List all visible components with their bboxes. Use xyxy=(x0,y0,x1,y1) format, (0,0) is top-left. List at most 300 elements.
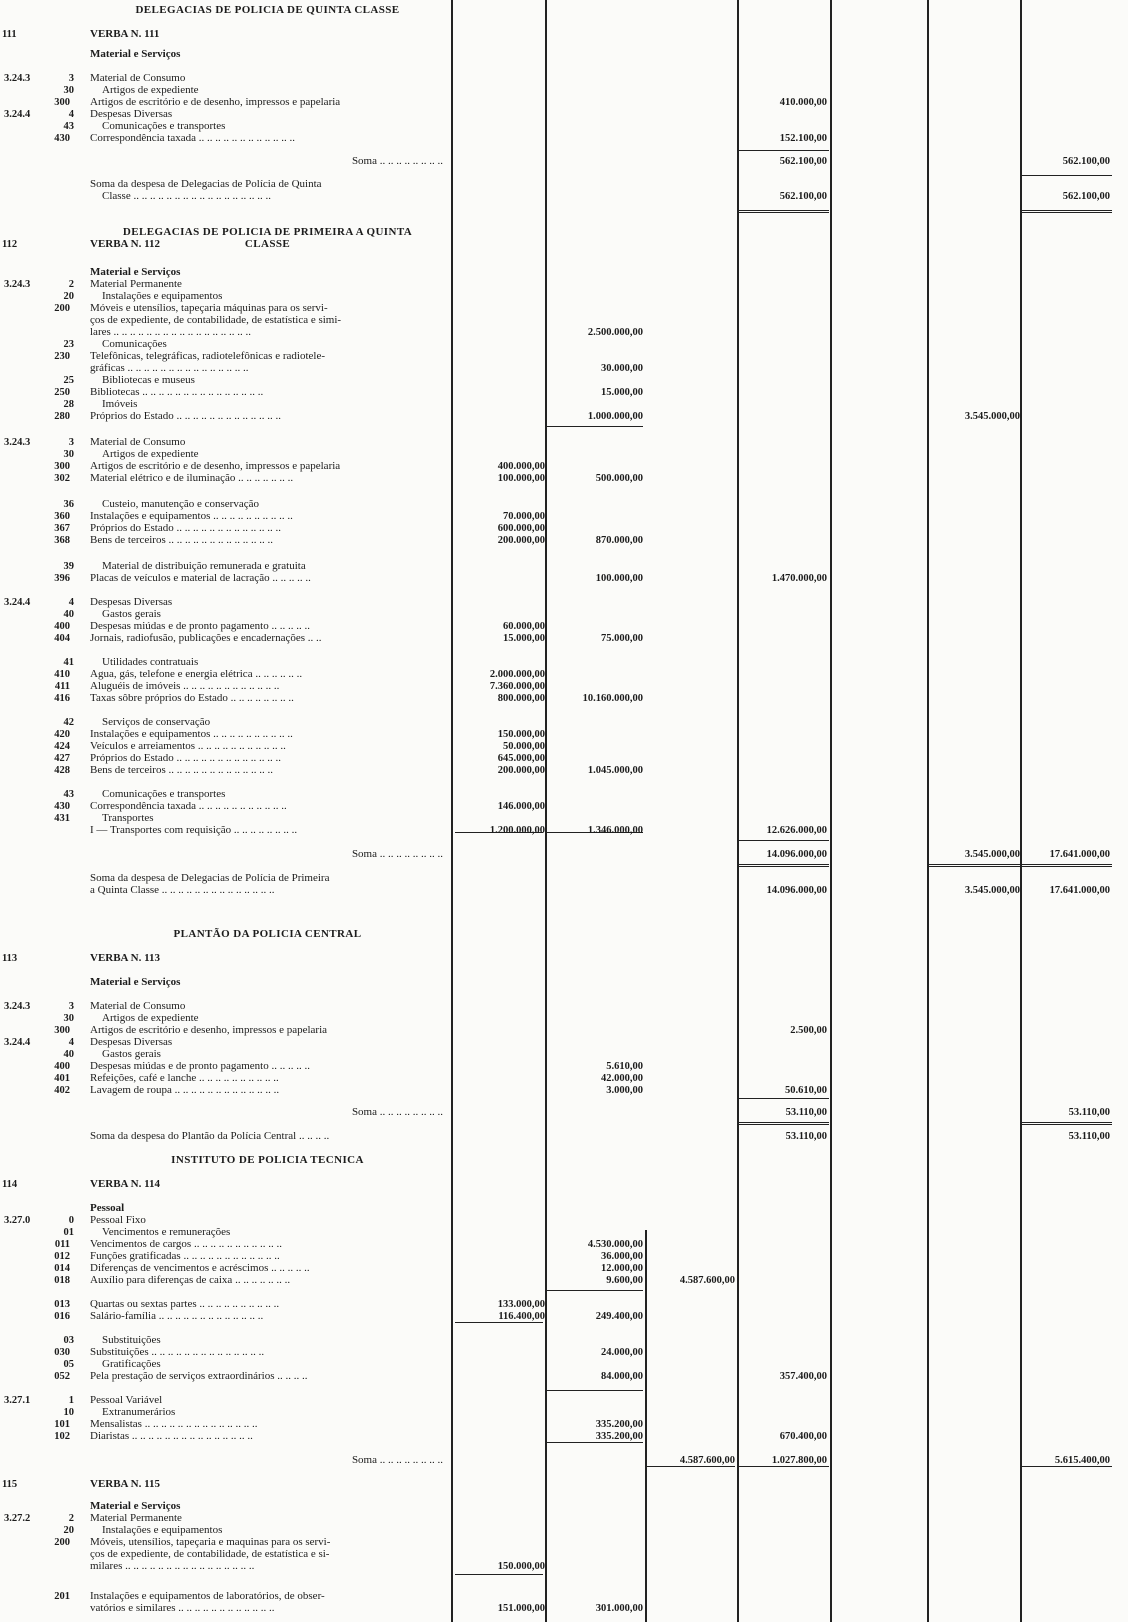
verba-number: 114 xyxy=(2,1179,18,1190)
amount-c4: 562.100,00 xyxy=(779,191,827,202)
item-description: Comunicações e transportes xyxy=(102,788,226,800)
amount-c1: 1.200.000,00 xyxy=(489,825,545,836)
item-number: 4 xyxy=(68,1037,74,1048)
item-description: milares .. .. .. .. .. .. .. .. .. .. .. .. .. .. .. .. xyxy=(90,1560,255,1572)
item-number: 424 xyxy=(54,741,70,752)
item-description: INSTITUTO DE POLICIA TECNICA xyxy=(171,1154,364,1166)
item-number: 3 xyxy=(68,73,74,84)
amount-c6: 17.641.000,00 xyxy=(1049,849,1110,860)
item-number: 4 xyxy=(68,109,74,120)
item-description: Material de distribuição remunerada e gratuita xyxy=(102,560,306,572)
amount-c4: 562.100,00 xyxy=(779,156,827,167)
item-number: 402 xyxy=(54,1085,70,1096)
amount-c4: 670.400,00 xyxy=(779,1431,827,1442)
item-description: DELEGACIAS DE POLICIA DE QUINTA CLASSE xyxy=(135,4,400,16)
ledger-row xyxy=(0,952,1128,966)
item-description: Quartas ou sextas partes .. .. .. .. .. .. .. .. .. .. xyxy=(90,1298,280,1310)
ledger-row xyxy=(0,1602,1128,1616)
item-description: Bibliotecas e museus xyxy=(102,374,195,386)
item-description: Imóveis xyxy=(102,398,138,410)
item-description: lares .. .. .. .. .. .. .. .. .. .. .. .. .. .. .. .. .. xyxy=(90,326,252,338)
item-number: 300 xyxy=(54,461,70,472)
item-description: Mensalistas .. .. .. .. .. .. .. .. .. .. .. .. .. .. xyxy=(90,1418,258,1430)
total-double-rule xyxy=(927,864,1020,867)
item-description: Soma .. .. .. .. .. .. .. .. xyxy=(351,1454,443,1466)
amount-c3: 4.587.600,00 xyxy=(679,1275,735,1286)
amount-c5: 3.545.000,00 xyxy=(964,411,1020,422)
item-description: Classe .. .. .. .. .. .. .. .. .. .. .. .. .. .. .. .. .. xyxy=(102,190,271,202)
subtotal-rule xyxy=(737,1098,829,1099)
amount-c1: 151.000,00 xyxy=(497,1603,545,1614)
item-number: 368 xyxy=(54,535,70,546)
item-description: Despesas Diversas xyxy=(90,1036,173,1048)
subtotal-rule xyxy=(545,1290,643,1291)
item-number: 43 xyxy=(63,789,74,800)
item-description: Substituições xyxy=(102,1334,161,1346)
amount-c2: 1.346.000,00 xyxy=(587,825,643,836)
ledger-row xyxy=(0,410,1128,424)
item-number: 2 xyxy=(68,1513,74,1524)
amount-c1: 50.000,00 xyxy=(503,741,545,752)
ledger-row xyxy=(0,1478,1128,1492)
amount-c4: 53.110,00 xyxy=(785,1131,827,1142)
item-number: 396 xyxy=(54,573,70,584)
amount-c1: 60.000,00 xyxy=(503,621,545,632)
amount-c2: 75.000,00 xyxy=(601,633,643,644)
item-number: 36 xyxy=(63,499,74,510)
ledger-row xyxy=(0,472,1128,486)
item-number: 052 xyxy=(54,1371,70,1382)
item-number: 300 xyxy=(54,1025,70,1036)
item-number: 43 xyxy=(63,121,74,132)
item-number: 012 xyxy=(54,1251,70,1262)
item-description: Diferenças de vencimentos e acréscimos .. .. .. .. .. xyxy=(90,1262,310,1274)
amount-c1: 2.000.000,00 xyxy=(489,669,545,680)
ledger-row xyxy=(0,190,1128,204)
item-description: Taxas sôbre próprios do Estado .. .. .. .. .. .. .. .. xyxy=(90,692,294,704)
item-description: Gastos gerais xyxy=(102,608,161,620)
item-number: 01 xyxy=(63,1227,74,1238)
item-description: Soma .. .. .. .. .. .. .. .. xyxy=(351,155,443,167)
amount-c6: 5.615.400,00 xyxy=(1054,1455,1110,1466)
amount-c2: 24.000,00 xyxy=(601,1347,643,1358)
amount-c2: 500.000,00 xyxy=(595,473,643,484)
item-description: Serviços de conservação xyxy=(102,716,211,728)
item-description: a Quinta Classe .. .. .. .. .. .. .. .. .. .. .. .. .. .. xyxy=(90,884,275,896)
item-description: Utilidades contratuais xyxy=(102,656,199,668)
item-number: 404 xyxy=(54,633,70,644)
item-description: Soma da despesa de Delegacias de Polícia de Primeira xyxy=(90,872,330,884)
item-description: Artigos de escritório e de desenho, impressos e papelaria xyxy=(90,96,341,108)
amount-c3: 4.587.600,00 xyxy=(679,1455,735,1466)
item-description: Telefônicas, telegráficas, radiotelefônicas e radiotele- xyxy=(90,350,325,362)
ledger-row xyxy=(0,1274,1128,1288)
verba-number: 112 xyxy=(2,239,18,250)
item-description: Custeio, manutenção e conservação xyxy=(102,498,259,510)
item-number: 10 xyxy=(63,1407,74,1418)
ledger-row xyxy=(0,155,1128,169)
item-description: gráficas .. .. .. .. .. .. .. .. .. .. .. .. .. .. .. xyxy=(90,362,249,374)
amount-c1: 600.000,00 xyxy=(497,523,545,534)
amount-c1: 645.000,00 xyxy=(497,753,545,764)
amount-c2: 10.160.000,00 xyxy=(582,693,643,704)
item-description: Comunicações e transportes xyxy=(102,120,226,132)
ledger-row xyxy=(0,764,1128,778)
item-number: 431 xyxy=(54,813,70,824)
item-number: 30 xyxy=(63,85,74,96)
item-number: 0 xyxy=(68,1215,74,1226)
item-number: 41 xyxy=(63,657,74,668)
item-description: VERBA N. 113 xyxy=(90,952,160,964)
subtotal-rule xyxy=(455,1574,543,1575)
item-description: Próprios do Estado .. .. .. .. .. .. .. .. .. .. .. .. .. xyxy=(90,522,281,534)
item-description: ços de expediente, de contabilidade, de estatística e si- xyxy=(90,1548,330,1560)
item-number: 013 xyxy=(54,1299,70,1310)
amount-c1: 133.000,00 xyxy=(497,1299,545,1310)
item-description: Bens de terceiros .. .. .. .. .. .. .. .. .. .. .. .. .. xyxy=(90,764,273,776)
amount-c2: 335.200,00 xyxy=(595,1419,643,1430)
item-description: Artigos de escritório e de desenho, impressos e papelaria xyxy=(90,460,341,472)
classification-code: 3.24.4 xyxy=(4,1037,31,1048)
amount-c2: 36.000,00 xyxy=(601,1251,643,1262)
item-description: Material e Serviços xyxy=(90,48,181,60)
item-number: 420 xyxy=(54,729,70,740)
item-number: 230 xyxy=(54,351,70,362)
item-description: ços de expediente, de contabilidade, de estatística e simi- xyxy=(90,314,342,326)
ledger-row xyxy=(0,1084,1128,1098)
ledger-row xyxy=(0,1310,1128,1324)
item-description: Artigos de expediente xyxy=(102,84,199,96)
item-description: DELEGACIAS DE POLICIA DE PRIMEIRA A QUINTA xyxy=(122,226,413,238)
amount-c6: 562.100,00 xyxy=(1062,191,1110,202)
item-description: Auxílio para diferenças de caixa .. .. .. .. .. .. .. xyxy=(90,1274,291,1286)
item-description: Material e Serviços xyxy=(90,266,181,278)
item-description: Vencimentos de cargos .. .. .. .. .. .. .. .. .. .. .. xyxy=(90,1238,282,1250)
item-number: 40 xyxy=(63,609,74,620)
item-description: Funções gratificadas .. .. .. .. .. .. .. .. .. .. .. .. xyxy=(90,1250,280,1262)
item-description: Correspondência taxada .. .. .. .. .. .. .. .. .. .. .. .. xyxy=(90,132,295,144)
ledger-row xyxy=(0,692,1128,706)
classification-code: 3.24.4 xyxy=(4,597,31,608)
ledger-row xyxy=(0,48,1128,62)
amount-c1: 150.000,00 xyxy=(497,1561,545,1572)
ledger-row xyxy=(0,238,1128,252)
ledger-row xyxy=(0,1130,1128,1144)
item-description: Gastos gerais xyxy=(102,1048,161,1060)
amount-c2: 42.000,00 xyxy=(601,1073,643,1084)
item-number: 014 xyxy=(54,1263,70,1274)
item-number: 018 xyxy=(54,1275,70,1286)
classification-code: 3.24.3 xyxy=(4,437,31,448)
amount-c6: 562.100,00 xyxy=(1062,156,1110,167)
amount-c1: 7.360.000,00 xyxy=(489,681,545,692)
total-double-rule xyxy=(737,1122,829,1125)
item-number: 401 xyxy=(54,1073,70,1084)
ledger-row xyxy=(0,534,1128,548)
item-number: 427 xyxy=(54,753,70,764)
item-description: Refeições, café e lanche .. .. .. .. .. .. .. .. .. .. xyxy=(90,1072,279,1084)
ledger-row xyxy=(0,824,1128,838)
ledger-row xyxy=(0,132,1128,146)
amount-c6: 53.110,00 xyxy=(1068,1107,1110,1118)
item-number: 20 xyxy=(63,291,74,302)
item-description: Soma da despesa do Plantão da Polícia Central .. .. .. .. xyxy=(90,1130,330,1142)
item-description: vatórios e similares .. .. .. .. .. .. .. .. .. .. .. .. xyxy=(90,1602,275,1614)
amount-c4: 50.610,00 xyxy=(785,1085,827,1096)
item-description: Pessoal Variável xyxy=(90,1394,163,1406)
total-double-rule xyxy=(1020,210,1112,213)
item-number: 410 xyxy=(54,669,70,680)
verba-number: 115 xyxy=(2,1479,18,1490)
item-number: 101 xyxy=(54,1419,70,1430)
item-description: Soma .. .. .. .. .. .. .. .. xyxy=(351,848,443,860)
item-number: 4 xyxy=(68,597,74,608)
amount-c2: 5.610,00 xyxy=(606,1061,643,1072)
item-description: VERBA N. 115 xyxy=(90,1478,160,1490)
item-description: Material elétrico e de iluminação .. .. .. .. .. .. .. xyxy=(90,472,294,484)
item-description: Artigos de escritório e desenho, impressos e papelaria xyxy=(90,1024,328,1036)
total-double-rule xyxy=(1020,1122,1112,1125)
item-description: Bibliotecas .. .. .. .. .. .. .. .. .. .. .. .. .. .. .. xyxy=(90,386,264,398)
item-description: Artigos de expediente xyxy=(102,448,199,460)
item-description: Agua, gás, telefone e energia elétrica .. .. .. .. .. .. xyxy=(90,668,303,680)
item-number: 39 xyxy=(63,561,74,572)
item-description: PLANTÃO DA POLICIA CENTRAL xyxy=(173,928,362,940)
amount-c5: 3.545.000,00 xyxy=(964,885,1020,896)
item-description: Jornais, radiofusão, publicações e encadernações .. .. xyxy=(90,632,322,644)
item-number: 2 xyxy=(68,279,74,290)
item-number: 30 xyxy=(63,449,74,460)
item-number: 367 xyxy=(54,523,70,534)
item-description: Lavagem de roupa .. .. .. .. .. .. .. .. .. .. .. .. .. xyxy=(90,1084,280,1096)
item-description: Material de Consumo xyxy=(90,72,186,84)
amount-c1: 70.000,00 xyxy=(503,511,545,522)
amount-c4: 357.400,00 xyxy=(779,1371,827,1382)
amount-c1: 116.400,00 xyxy=(498,1311,545,1322)
item-number: 102 xyxy=(54,1431,70,1442)
amount-c6: 53.110,00 xyxy=(1068,1131,1110,1142)
amount-c2: 12.000,00 xyxy=(601,1263,643,1274)
item-number: 428 xyxy=(54,765,70,776)
item-description: Substituições .. .. .. .. .. .. .. .. .. .. .. .. .. .. xyxy=(90,1346,265,1358)
item-number: 250 xyxy=(54,387,70,398)
item-description: Soma da despesa de Delegacias de Polícia de Quinta xyxy=(90,178,322,190)
item-description: Material Permanente xyxy=(90,1512,182,1524)
amount-c2: 301.000,00 xyxy=(595,1603,643,1614)
item-description: Comunicações xyxy=(102,338,167,350)
ledger-row xyxy=(0,1154,1128,1168)
total-double-rule xyxy=(1020,864,1112,867)
amount-c4: 12.626.000,00 xyxy=(766,825,827,836)
item-description: Material Permanente xyxy=(90,278,182,290)
classification-code: 3.27.2 xyxy=(4,1513,31,1524)
classification-code: 3.27.0 xyxy=(4,1215,31,1226)
ledger-row xyxy=(0,632,1128,646)
item-number: 03 xyxy=(63,1335,74,1346)
item-description: VERBA N. 112 xyxy=(90,238,160,250)
item-number: 400 xyxy=(54,621,70,632)
amount-c2: 4.530.000,00 xyxy=(587,1239,643,1250)
item-description: Material e Serviços xyxy=(90,1500,181,1512)
item-number: 430 xyxy=(54,801,70,812)
item-description: Vencimentos e remunerações xyxy=(102,1226,231,1238)
item-number: 300 xyxy=(54,97,70,108)
amount-c2: 100.000,00 xyxy=(595,573,643,584)
amount-c6: 17.641.000,00 xyxy=(1049,885,1110,896)
item-description: Artigos de expediente xyxy=(102,1012,199,1024)
item-description: Despesas miúdas e de pronto pagamento .. .. .. .. .. xyxy=(90,1060,310,1072)
amount-c4: 14.096.000,00 xyxy=(766,885,827,896)
item-number: 411 xyxy=(54,681,70,692)
classification-code: 3.24.4 xyxy=(4,109,31,120)
item-description: Material de Consumo xyxy=(90,436,186,448)
ledger-row xyxy=(0,1178,1128,1192)
item-number: 011 xyxy=(54,1239,70,1250)
item-number: 05 xyxy=(63,1359,74,1370)
amount-c2: 30.000,00 xyxy=(601,363,643,374)
amount-c4: 53.110,00 xyxy=(785,1107,827,1118)
item-description: Soma .. .. .. .. .. .. .. .. xyxy=(351,1106,443,1118)
item-number: 400 xyxy=(54,1061,70,1072)
verba-number: 111 xyxy=(2,29,17,40)
total-double-rule xyxy=(737,210,829,213)
item-number: 416 xyxy=(54,693,70,704)
amount-c1: 800.000,00 xyxy=(497,693,545,704)
item-description: CLASSE xyxy=(244,238,291,250)
amount-c5: 3.545.000,00 xyxy=(964,849,1020,860)
amount-c4: 410.000,00 xyxy=(779,97,827,108)
item-description: Pela prestação de serviços extraordinários .. .. .. .. xyxy=(90,1370,308,1382)
ledger-row xyxy=(0,572,1128,586)
classification-code: 3.24.3 xyxy=(4,73,31,84)
subtotal-rule xyxy=(737,840,829,841)
item-number: 23 xyxy=(63,339,74,350)
amount-c1: 400.000,00 xyxy=(497,461,545,472)
amount-c1: 146.000,00 xyxy=(497,801,545,812)
ledger-row xyxy=(0,928,1128,942)
amount-c4: 14.096.000,00 xyxy=(766,849,827,860)
item-number: 40 xyxy=(63,1049,74,1060)
item-number: 280 xyxy=(54,411,70,422)
item-description: Despesas miúdas e de pronto pagamento .. .. .. .. .. xyxy=(90,620,310,632)
item-number: 200 xyxy=(54,303,70,314)
item-description: Despesas Diversas xyxy=(90,108,173,120)
item-number: 25 xyxy=(63,375,74,386)
ledger-row xyxy=(0,4,1128,18)
amount-c2: 9.600,00 xyxy=(606,1275,643,1286)
amount-c2: 2.500.000,00 xyxy=(587,327,643,338)
item-description: Próprios do Estado .. .. .. .. .. .. .. .. .. .. .. .. .. xyxy=(90,752,281,764)
item-description: Móveis, utensílios, tapeçaria e maquinas para os servi- xyxy=(90,1536,331,1548)
amount-c1: 100.000,00 xyxy=(497,473,545,484)
item-description: Placas de veículos e material de lacração .. .. .. .. .. xyxy=(90,572,311,584)
ledger-row xyxy=(0,1370,1128,1384)
ledger-row xyxy=(0,1560,1128,1574)
ledger-row xyxy=(0,1430,1128,1444)
item-number: 430 xyxy=(54,133,70,144)
classification-code: 3.24.3 xyxy=(4,279,31,290)
item-number: 3 xyxy=(68,1001,74,1012)
item-description: Aluguéis de imóveis .. .. .. .. .. .. .. .. .. .. .. .. xyxy=(90,680,280,692)
ledger-row xyxy=(0,848,1128,862)
ledger-row xyxy=(0,1106,1128,1120)
amount-c2: 335.200,00 xyxy=(595,1431,643,1442)
amount-c2: 1.000.000,00 xyxy=(587,411,643,422)
amount-c2: 1.045.000,00 xyxy=(587,765,643,776)
item-description: Instalações e equipamentos .. .. .. .. .. .. .. .. .. .. xyxy=(90,510,293,522)
item-description: Pessoal Fixo xyxy=(90,1214,146,1226)
amount-c1: 200.000,00 xyxy=(497,765,545,776)
ledger-row xyxy=(0,28,1128,42)
amount-c2: 870.000,00 xyxy=(595,535,643,546)
item-description: Bens de terceiros .. .. .. .. .. .. .. .. .. .. .. .. .. xyxy=(90,534,273,546)
item-description: Instalações e equipamentos xyxy=(102,290,223,302)
subtotal-rule xyxy=(545,1390,643,1391)
item-description: Correspondência taxada .. .. .. .. .. .. .. .. .. .. .. xyxy=(90,800,287,812)
item-description: Material e Serviços xyxy=(90,976,181,988)
item-number: 016 xyxy=(54,1311,70,1322)
item-description: Móveis e utensílios, tapeçaria máquinas para os servi- xyxy=(90,302,328,314)
item-description: Veículos e arreiamentos .. .. .. .. .. .. .. .. .. .. .. xyxy=(90,740,286,752)
item-description: Despesas Diversas xyxy=(90,596,173,608)
item-description: Instalações e equipamentos de laboratórios, de obser- xyxy=(90,1590,325,1602)
item-description: VERBA N. 114 xyxy=(90,1178,160,1190)
item-description: Gratificações xyxy=(102,1358,161,1370)
subtotal-rule xyxy=(1020,175,1112,176)
item-description: VERBA N. 111 xyxy=(90,28,160,40)
item-description: I — Transportes com requisição .. .. .. .. .. .. .. .. xyxy=(90,824,298,836)
amount-c4: 2.500,00 xyxy=(790,1025,827,1036)
amount-c1: 150.000,00 xyxy=(497,729,545,740)
classification-code: 3.27.1 xyxy=(4,1395,31,1406)
ledger-row xyxy=(0,1454,1128,1468)
item-description: Instalações e equipamentos xyxy=(102,1524,223,1536)
item-number: 302 xyxy=(54,473,70,484)
amount-c2: 84.000,00 xyxy=(601,1371,643,1382)
item-number: 200 xyxy=(54,1537,70,1548)
item-description: Material de Consumo xyxy=(90,1000,186,1012)
classification-code: 3.24.3 xyxy=(4,1001,31,1012)
ledger-row xyxy=(0,976,1128,990)
amount-c1: 15.000,00 xyxy=(503,633,545,644)
item-number: 1 xyxy=(68,1395,74,1406)
item-number: 30 xyxy=(63,1013,74,1024)
amount-c4: 1.470.000,00 xyxy=(771,573,827,584)
item-description: Extranumerários xyxy=(102,1406,176,1418)
item-number: 3 xyxy=(68,437,74,448)
amount-c2: 249.400,00 xyxy=(595,1311,643,1322)
item-description: Transportes xyxy=(102,812,154,824)
verba-number: 113 xyxy=(2,953,18,964)
item-number: 201 xyxy=(54,1591,70,1602)
amount-c2: 15.000,00 xyxy=(601,387,643,398)
subtotal-rule xyxy=(737,150,829,151)
item-description: Próprios do Estado .. .. .. .. .. .. .. .. .. .. .. .. .. xyxy=(90,410,281,422)
item-number: 20 xyxy=(63,1525,74,1536)
item-description: Pessoal xyxy=(90,1202,125,1214)
total-double-rule xyxy=(737,864,829,867)
item-description: Diaristas .. .. .. .. .. .. .. .. .. .. .. .. .. .. .. xyxy=(90,1430,253,1442)
item-description: Instalações e equipamentos .. .. .. .. .. .. .. .. .. .. xyxy=(90,728,293,740)
item-number: 28 xyxy=(63,399,74,410)
amount-c4: 1.027.800,00 xyxy=(771,1455,827,1466)
amount-c4: 152.100,00 xyxy=(779,133,827,144)
amount-c1: 200.000,00 xyxy=(497,535,545,546)
amount-c2: 3.000,00 xyxy=(606,1085,643,1096)
item-description: Salário-família .. .. .. .. .. .. .. .. .. .. .. .. .. xyxy=(90,1310,264,1322)
subtotal-rule xyxy=(545,426,643,427)
ledger-row xyxy=(0,884,1128,898)
